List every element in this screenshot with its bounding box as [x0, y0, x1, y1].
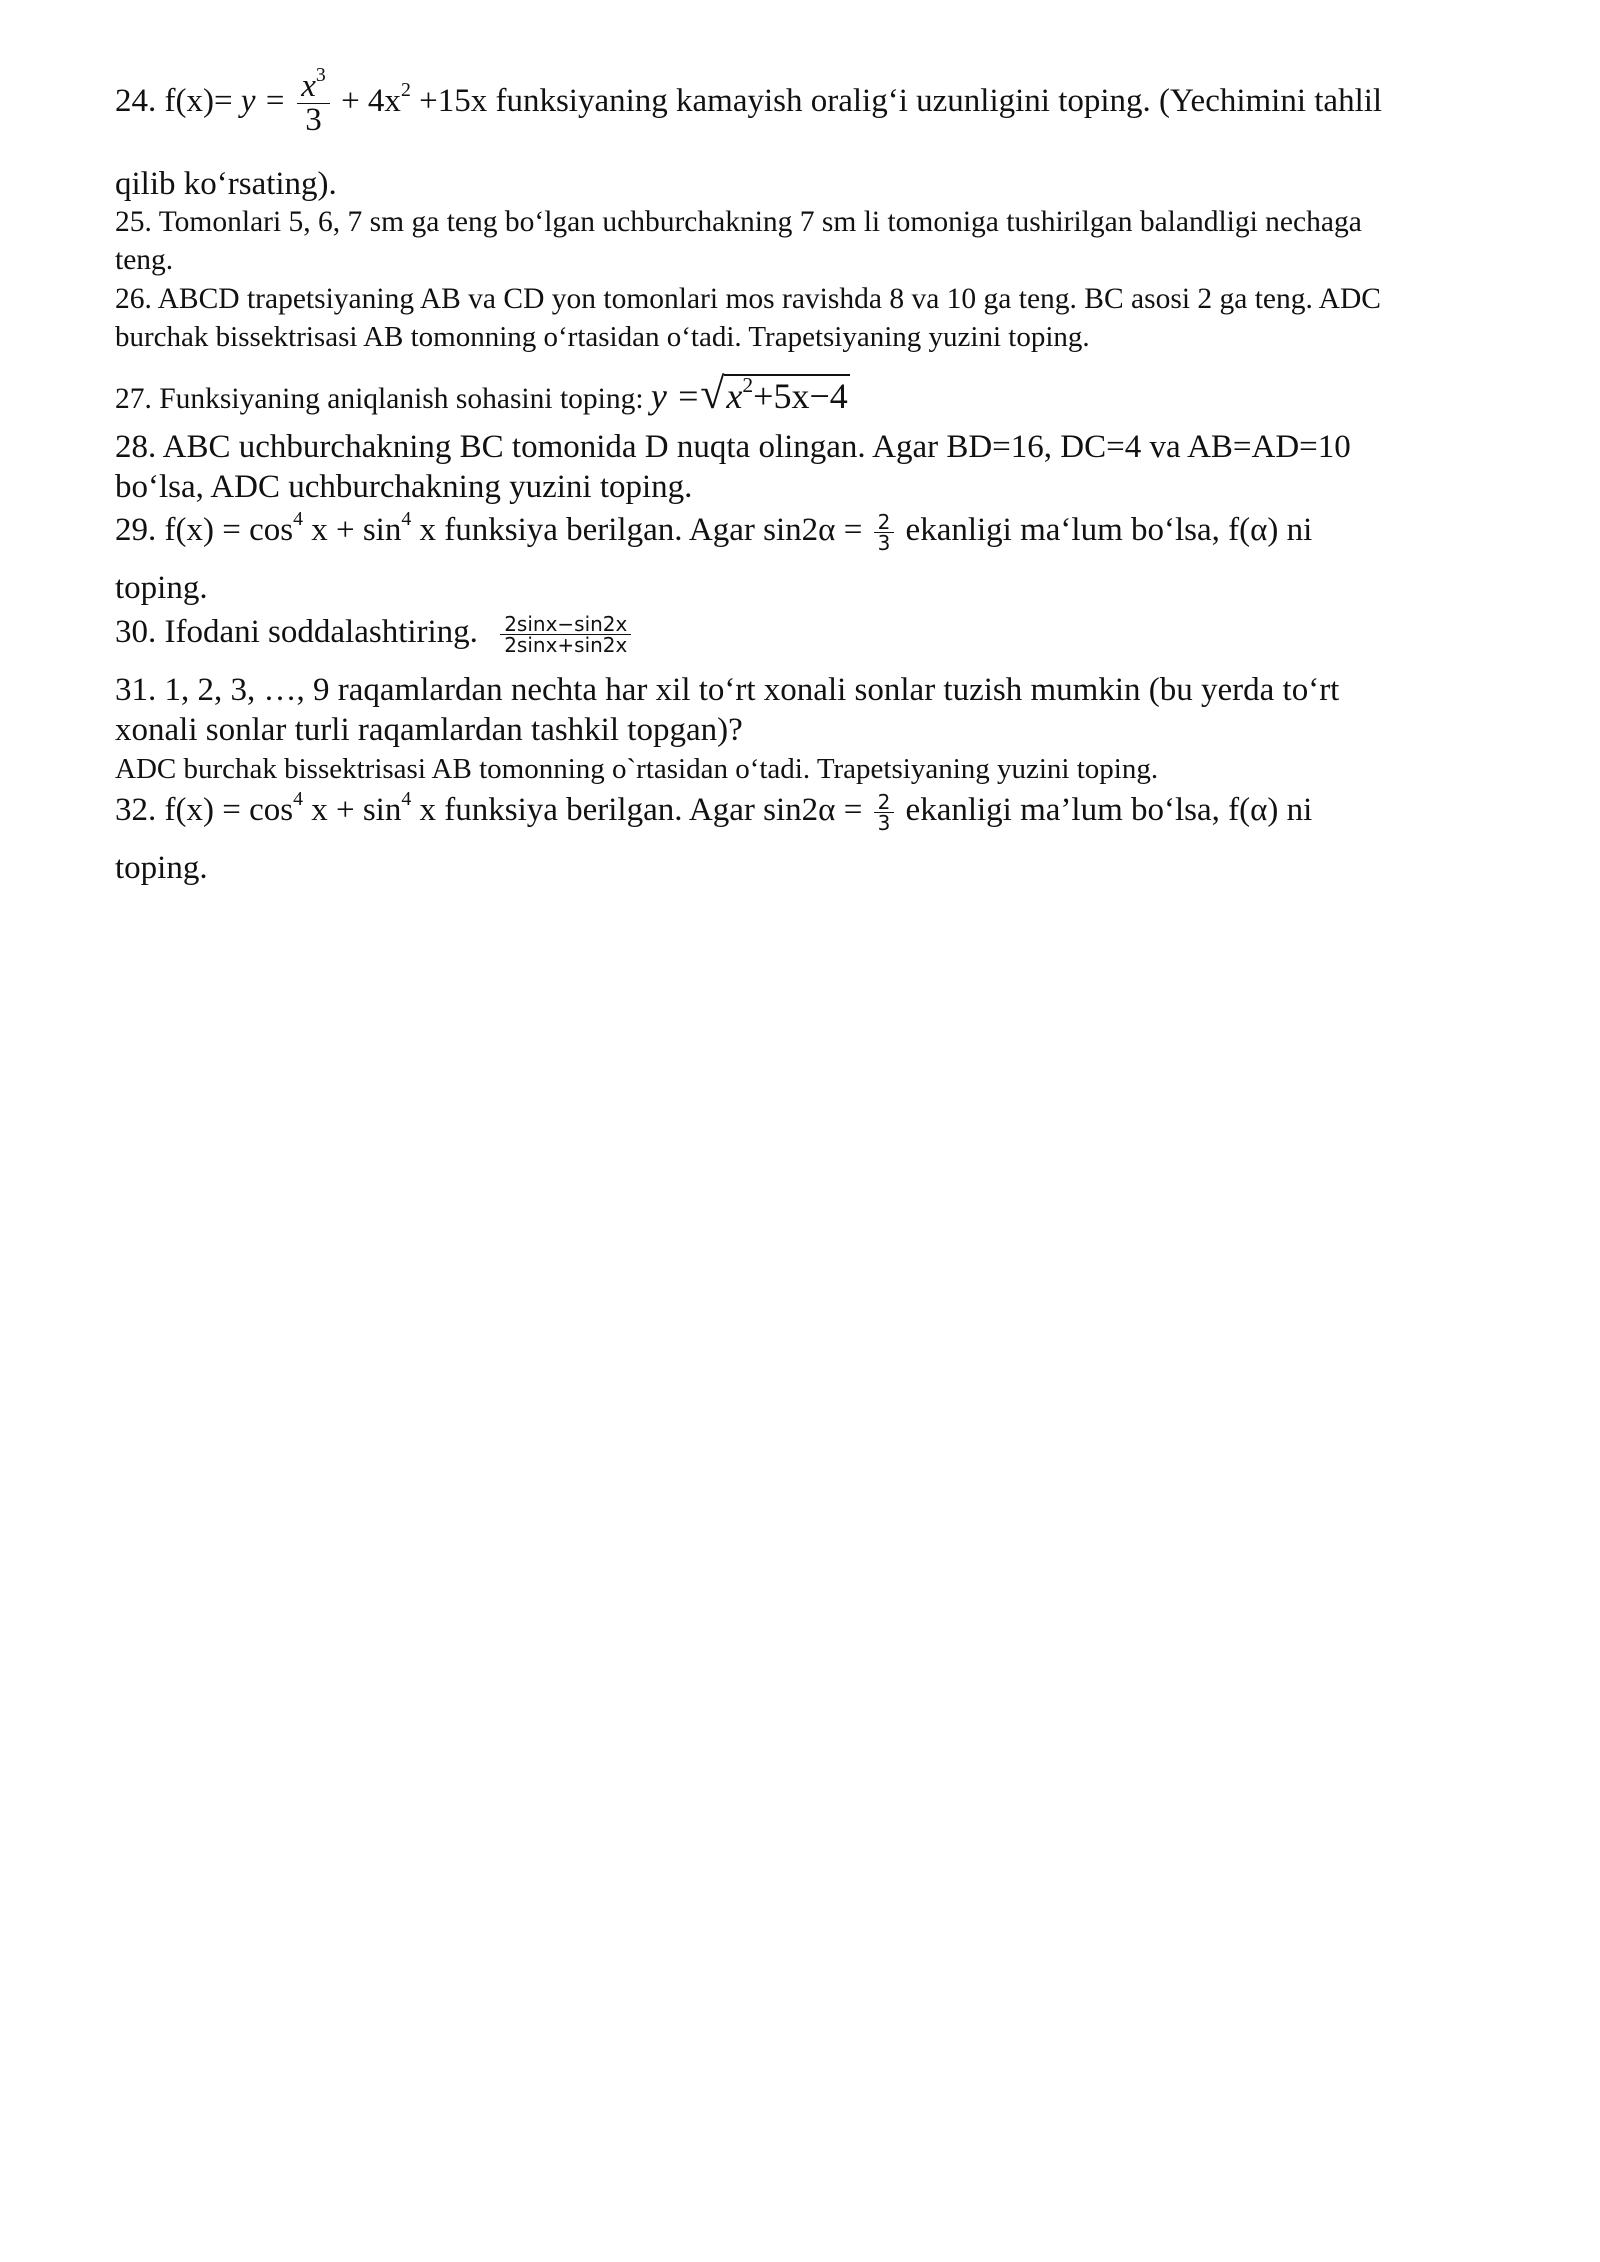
problem-30-text: 30. Ifodani soddalashtiring.: [115, 614, 478, 651]
problem-25-line2: teng.: [115, 244, 174, 276]
problem-26-line2: burchak bissektrisasi AB tomonning o‘rtasidan o‘tadi. Trapetsiyaning yuzini toping.: [115, 321, 1090, 353]
problem-29-mid2: x funksiya berilgan. Agar sin2α =: [411, 512, 863, 549]
problem-30-fraction: [500, 614, 631, 655]
problem-28-line1: 28. ABC uchburchakning BC tomonida D nuqta olingan. Agar BD=16, DC=4 va AB=AD=10: [115, 429, 1351, 465]
problem-24-frac-num-exp: 3: [315, 64, 326, 87]
problem-24-lhs: f(x)=: [164, 83, 233, 120]
problem-31-line1: 31. 1, 2, 3, …, 9 raqamlardan nechta har xil to‘rt xonali sonlar tuzish mumkin (bu yerda to‘rt: [115, 672, 1340, 708]
problem-32-line2: toping.: [115, 850, 208, 886]
problem-32-suffix: ekanligi ma’lum bo‘lsa, f(α) ni: [905, 792, 1313, 829]
sqrt-icon: √: [700, 369, 725, 418]
problem-30-line: [115, 614, 1505, 655]
problem-24-line1: [115, 64, 1505, 138]
problem-27-radicand: [724, 374, 849, 416]
problem-29-exp1: 4: [293, 508, 303, 531]
problem-27-y-eq: y =: [650, 376, 701, 416]
problem-32-frac-den: 3: [877, 811, 891, 835]
problem-29-prefix: 29. f(x) = cos: [115, 512, 294, 549]
problem-31-line2: xonali sonlar turli raqamlardan tashkil topgan)?: [115, 712, 743, 748]
problem-28-line2: bo‘lsa, ADC uchburchakning yuzini toping.: [115, 469, 693, 505]
problem-29-frac-den: 3: [877, 531, 891, 555]
problem-27-text: 27. Funksiyaning aniqlanish sohasini toping:: [115, 383, 644, 415]
problem-29-line1: [115, 508, 1505, 555]
problem-24-number: 24.: [115, 83, 157, 120]
problem-32-mid2: x funksiya berilgan. Agar sin2α =: [411, 792, 863, 829]
problem-29-fraction: [874, 512, 895, 553]
problem-24-text: funksiyaning kamayish oralig‘i uzunligini toping. (Yechimini tahlil: [495, 83, 1383, 120]
problem-29-frac-num: 2: [877, 510, 891, 534]
problem-24-frac-den: 3: [305, 102, 322, 138]
problem-25-line1: 25. Tomonlari 5, 6, 7 sm ga teng bo‘lgan uchburchakning 7 sm li tomoniga tushirilgan balandligi nechaga: [115, 206, 1362, 238]
problem-27-line: [115, 369, 1505, 418]
problem-26-line1: 26. ABCD trapetsiyaning AB va CD yon tomonlari mos ravishda 8 va 10 ga teng. BC asosi 2 ga teng. ADC: [115, 283, 1381, 315]
problem-24-term2-exp: 2: [400, 79, 411, 102]
problem-32-exp1: 4: [293, 788, 303, 811]
problem-24-fraction: [297, 64, 330, 138]
problem-29-suffix: ekanligi ma‘lum bo‘lsa, f(α) ni: [905, 512, 1313, 549]
problem-32-frac-num: 2: [877, 790, 891, 814]
problem-29-line2: toping.: [115, 570, 208, 606]
problem-32-mid1: x + sin: [302, 792, 402, 829]
problem-30-frac-num: 2sinx−sin2x: [504, 612, 628, 636]
problem-27-radicand-rest: +5x−4: [753, 376, 848, 416]
problem-29-exp2: 4: [401, 508, 412, 531]
problem-27-radicand-exp: 2: [742, 372, 754, 397]
extra-line: ADC burchak bissektrisasi AB tomonning o`rtasidan o‘tadi. Trapetsiyaning yuzini toping.: [115, 753, 1159, 785]
problem-32-line1: [115, 788, 1505, 835]
problem-24-y-eq: y =: [240, 83, 287, 120]
problem-24-term3: +15x: [419, 83, 488, 120]
problem-24-line2: qilib ko‘rsating).: [115, 166, 337, 202]
problem-30-frac-den: 2sinx+sin2x: [504, 633, 628, 657]
problem-27-radicand-var: x: [726, 376, 743, 416]
problem-24-term2: + 4x: [341, 83, 401, 120]
problem-24-frac-num-var: x: [301, 68, 316, 104]
problem-32-exp2: 4: [401, 788, 412, 811]
problem-32-fraction: [874, 792, 895, 833]
problem-32-prefix: 32. f(x) = cos: [115, 792, 294, 829]
problem-29-mid1: x + sin: [302, 512, 402, 549]
